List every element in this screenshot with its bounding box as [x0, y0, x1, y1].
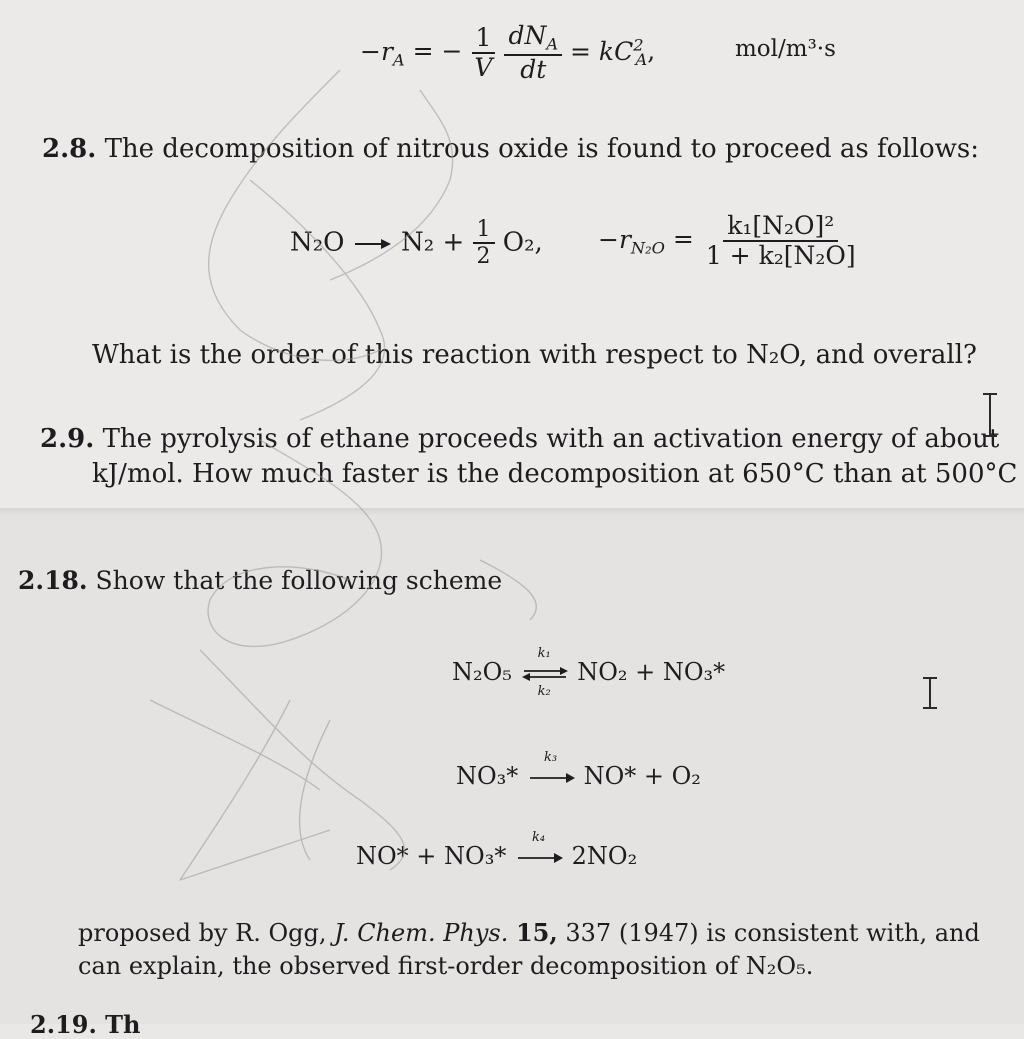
- forward-arrow: k₄: [514, 848, 564, 868]
- problem-number: 2.8.: [42, 134, 97, 164]
- problem-2-18-statement: 2.18. Show that the following scheme: [18, 566, 503, 595]
- equals-sign: =: [412, 36, 434, 66]
- text-cursor-icon: [920, 676, 940, 714]
- equilibrium-arrow: k₁ k₂: [520, 664, 570, 684]
- text-cursor-icon: [980, 392, 1000, 442]
- minus-sign: −: [441, 36, 463, 66]
- forward-arrow: k₃: [526, 768, 576, 788]
- n2o-reaction: N₂O N₂ + $\frac{1}{2}$ O₂,: [290, 217, 543, 270]
- page-seam: [0, 508, 1024, 516]
- scheme-step-2: NO₃* k₃ NO* + O₂: [456, 749, 701, 790]
- problem-2-18-tail-line1: proposed by R. Ogg, J. Chem. Phys. 15, 337 (1947) is consistent with, and: [78, 918, 980, 947]
- rate-rhs: = $kC^2_A$: [570, 34, 648, 70]
- scheme-step-3: NO* + NO₃* k₄ 2NO₂: [356, 829, 638, 870]
- problem-text: The decomposition of nitrous oxide is found to proceed as follows:: [104, 134, 979, 164]
- n2o-rate-law: $-r_{N_2O}$ = $\frac{\text{k₁[N₂O]²}}{\text{1 + k₂[N₂O]}}$: [598, 211, 856, 270]
- rate-lhs: $-r_A$: [360, 36, 405, 70]
- problem-2-18-tail-line2: can explain, the observed first-order decomposition of N₂O₅.: [78, 952, 814, 980]
- next-problem-fragment: 2.19. Th: [30, 1010, 141, 1039]
- one-over-v-fraction: $\frac{1}{V}$: [470, 24, 496, 82]
- rate-equation-top: $-r_A$ = − $\frac{1}{V}$ $\frac{dN_A}{dt}$ = $kC^2_A$,: [360, 21, 656, 84]
- dn-dt-fraction: $\frac{dN_A}{dt}$: [504, 22, 562, 84]
- problem-2-9-line1: 2.9. The pyrolysis of ethane proceeds with an activation energy of about: [40, 424, 1000, 454]
- problem-2-8-question: What is the order of this reaction with respect to N₂O, and overall?: [92, 340, 977, 370]
- rate-units: mol/m³·s: [735, 36, 836, 62]
- problem-2-8-statement: [42, 134, 979, 164]
- scheme-step-1: N₂O₅ k₁ k₂ NO₂ + NO₃*: [452, 645, 726, 699]
- problem-2-9-line2: kJ/mol. How much faster is the decomposition at 650°C than at 500°C: [92, 459, 1018, 489]
- reaction-arrow: [353, 234, 393, 254]
